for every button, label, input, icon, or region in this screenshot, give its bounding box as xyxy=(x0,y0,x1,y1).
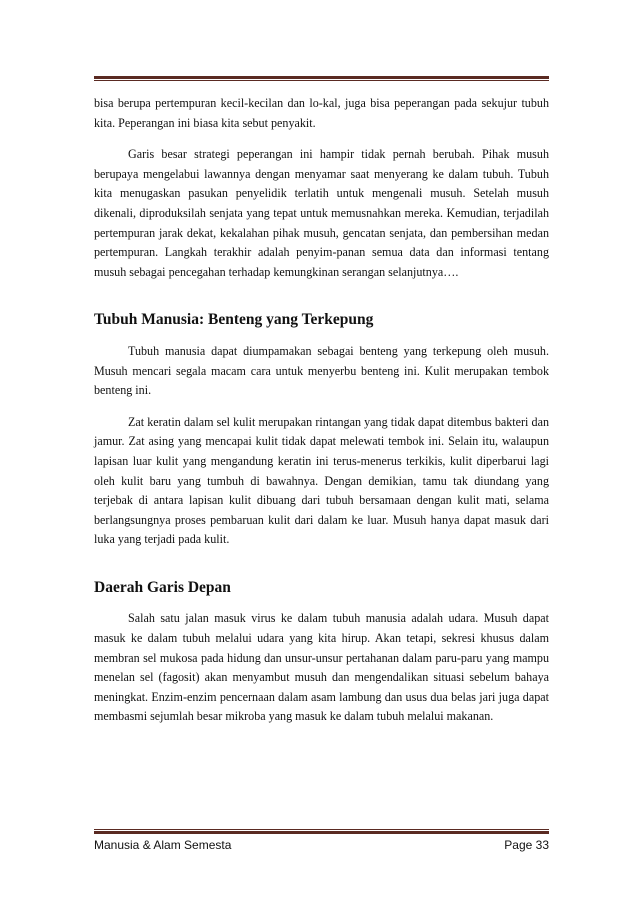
footer-title: Manusia & Alam Semesta xyxy=(94,838,232,852)
paragraph-1: bisa berupa pertempuran kecil-kecilan dan lo-kal, juga bisa peperangan pada sekujur tubuh kita. Peperangan ini biasa kita sebut penyakit. xyxy=(94,96,549,130)
paragraph-2: Garis besar strategi peperangan ini hampir tidak pernah berubah. Pihak musuh berupaya mengelabui lawannya dengan menyamar saat menyerang ke dalam tubuh. Tubuh kita menugaskan pasukan penyelidik terlatih untuk mengenali musuh. Setelah musuh dikenali, diproduksilah senjata yang tepat untuk memusnahkan mereka. Kemudian, terjadilah pertempuran jarak dekat, kekalahan pihak musuh, gencatan senjata, dan pembersihan medan pertempuran. Langkah terakhir adalah penyim-panan semua data dan informasi tentang musuh sebagai pencegahan terhadap kemungkinan serangan selanjutnya…. xyxy=(94,147,549,279)
section-heading-benteng: Tubuh Manusia: Benteng yang Terkepung xyxy=(94,311,374,329)
page-footer xyxy=(94,838,549,852)
paragraph-3: Tubuh manusia dapat diumpamakan sebagai benteng yang terkepung oleh musuh. Musuh mencari segala macam cara untuk menyerbu benteng ini. Kulit merupakan tembok benteng ini. xyxy=(94,343,549,398)
header-rule xyxy=(94,76,549,81)
page-body xyxy=(94,94,549,727)
footer-rule xyxy=(94,829,549,834)
page-number: Page 33 xyxy=(504,838,549,852)
paragraph-4: Zat keratin dalam sel kulit merupakan rintangan yang tidak dapat ditembus bakteri dan jamur. Zat asing yang mencapai kulit tidak dapat melewati tembok ini. Selain itu, walaupun lapisan luar kulit yang mengandung keratin ini terus-menerus terkikis, kulit diperbarui lagi oleh kulit baru yang tumbuh di bawahnya. Dengan demikian, tamu tak diundang yang terjebak di antara lapisan kulit dibuang dari tubuh bersamaan dengan kulit mati, selama berlangsungnya proses pembaruan kulit dari dalam ke luar. Musuh hanya dapat masuk dari luka yang terjadi pada kulit. xyxy=(94,414,549,547)
paragraph-5: Salah satu jalan masuk virus ke dalam tubuh manusia adalah udara. Musuh dapat masuk ke dalam tubuh melalui udara yang kita hirup. Akan tetapi, sekresi khusus dalam membran sel mukosa pada hidung dan unsur-unsur pertahanan dalam paru-paru yang mampu menelan sel (fagosit) akan menyambut musuh dan mengendalikan situasi sebelum bahaya meningkat. Enzim-enzim pencernaan dalam asam lambung dan usus dua belas jari juga dapat membasmi sejumlah besar mikroba yang masuk ke dalam tubuh melalui makanan. xyxy=(94,611,549,724)
section-heading-garis-depan: Daerah Garis Depan xyxy=(94,578,231,596)
